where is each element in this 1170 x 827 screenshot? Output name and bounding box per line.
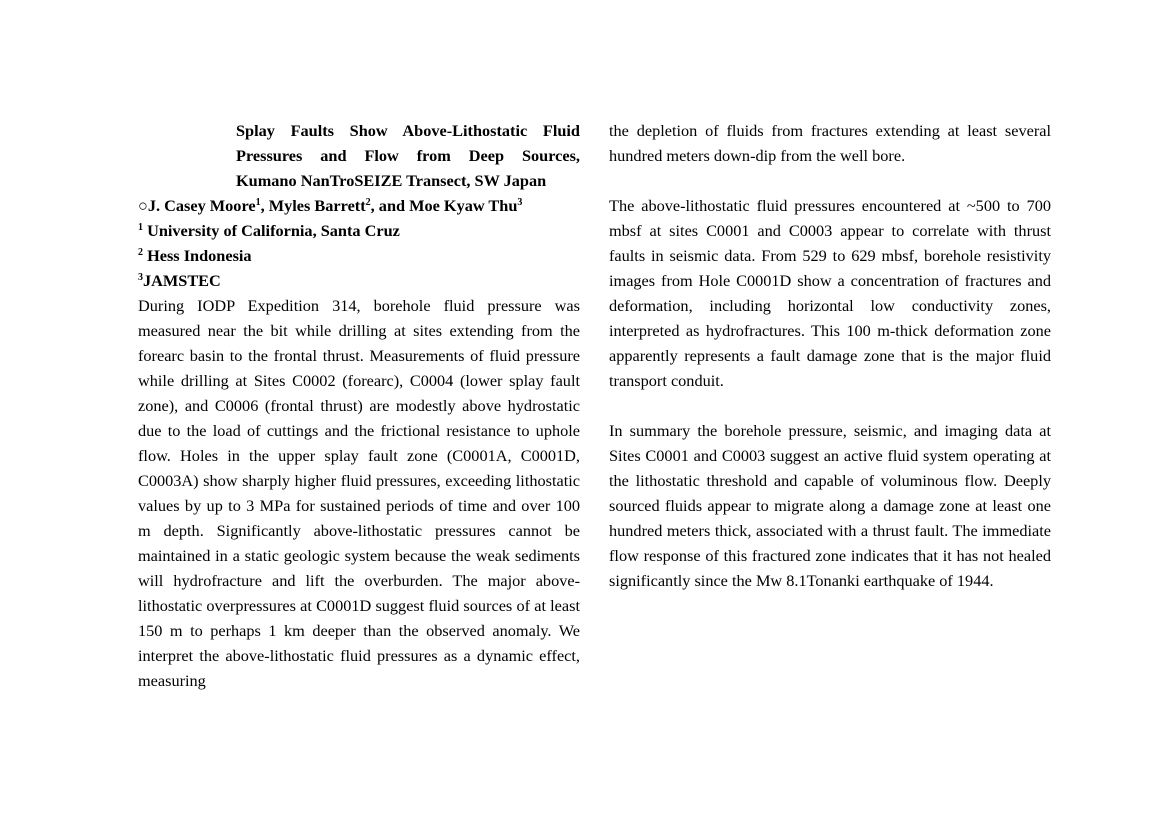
affiliation-name: Hess Indonesia (143, 246, 252, 265)
affiliation (138, 268, 580, 293)
title-line: Splay Faults Show Above-Lithostatic Fluid (236, 121, 580, 140)
abstract-paragraph-1-part-b: the depletion of fluids from fractures extending at least several hundred meters down-dip from the well bore. (609, 121, 1051, 165)
title-line: Kumano NanTroSEIZE Transect, SW Japan (236, 171, 547, 190)
affiliation (138, 218, 580, 243)
author-affiliation-index: 2 (365, 197, 371, 208)
abstract-paragraph-1-part-a: During IODP Expedition 314, borehole fluid pressure was measured near the bit while drilling at sites extending from the forearc basin to the frontal thrust. Measurements of fluid pressure while drilling at Sites C0002 (forearc), C0004 (lower splay fault zone), and C0006 (frontal thrust) are modestly above hydrostatic due to the load of cuttings and the frictional resistance to uphole flow. Holes in the upper splay fault zone (C0001A, C0001D, C0003A) show sharply higher fluid pressures, exceeding lithostatic values by up to 3 MPa for sustained periods of time and over 100 m depth. Significantly above-lithostatic pressures cannot be maintained in a static geologic system because the weak sediments will hydrofracture and lift the overburden. The major above-lithostatic overpressures at C0001D suggest fluid sources of at least 150 m to perhaps 1 km deeper than the observed anomaly. We interpret the above-lithostatic fluid pressures as a dynamic effect, measuring (138, 296, 580, 690)
abstract-paragraph-2: The above-lithostatic fluid pressures encountered at ~500 to 700 mbsf at sites C0001 and C0003 appear to correlate with thrust faults in seismic data. From 529 to 629 mbsf, borehole resistivity images from Hole C0001D show a concentration of fractures and deformation, including horizontal low conductivity zones, interpreted as hydrofractures. This 100 m-thick deformation zone apparently represents a fault damage zone that is the major fluid transport conduit. (609, 196, 1051, 390)
affiliation (138, 243, 580, 268)
author-list (138, 193, 580, 218)
author-name: Moe Kyaw Thu (409, 196, 518, 215)
presenter-marker: ○ (138, 196, 148, 215)
left-column (138, 118, 580, 693)
affiliation-index: 1 (138, 222, 143, 233)
author-affiliation-index: 3 (517, 197, 523, 208)
author-name: Myles Barrett (268, 196, 366, 215)
paragraph-spacer (609, 168, 1051, 193)
abstract-paragraph-3: In summary the borehole pressure, seismic, and imaging data at Sites C0001 and C0003 suggest an active fluid system operating at the lithostatic threshold and capable of voluminous flow. Deeply sourced fluids appear to migrate along a damage zone at least one hundred meters thick, associated with a thrust fault. The immediate flow response of this fractured zone indicates that it has not healed significantly since the Mw 8.1Tonanki earthquake of 1944. (609, 421, 1051, 590)
paragraph-spacer (609, 393, 1051, 418)
author-name: J. Casey Moore (147, 196, 256, 215)
author-separator: , and (370, 196, 410, 215)
author-separator: , (260, 196, 269, 215)
affiliation-name: University of California, Santa Cruz (143, 221, 400, 240)
right-column (609, 118, 1051, 593)
affiliation-index: 3 (138, 272, 143, 283)
affiliation-index: 2 (138, 247, 143, 258)
affiliation-name: JAMSTEC (143, 271, 221, 290)
author-affiliation-index: 1 (255, 197, 261, 208)
title-line: Pressures and Flow from Deep Sources, (236, 146, 580, 165)
paper-title (236, 118, 580, 193)
